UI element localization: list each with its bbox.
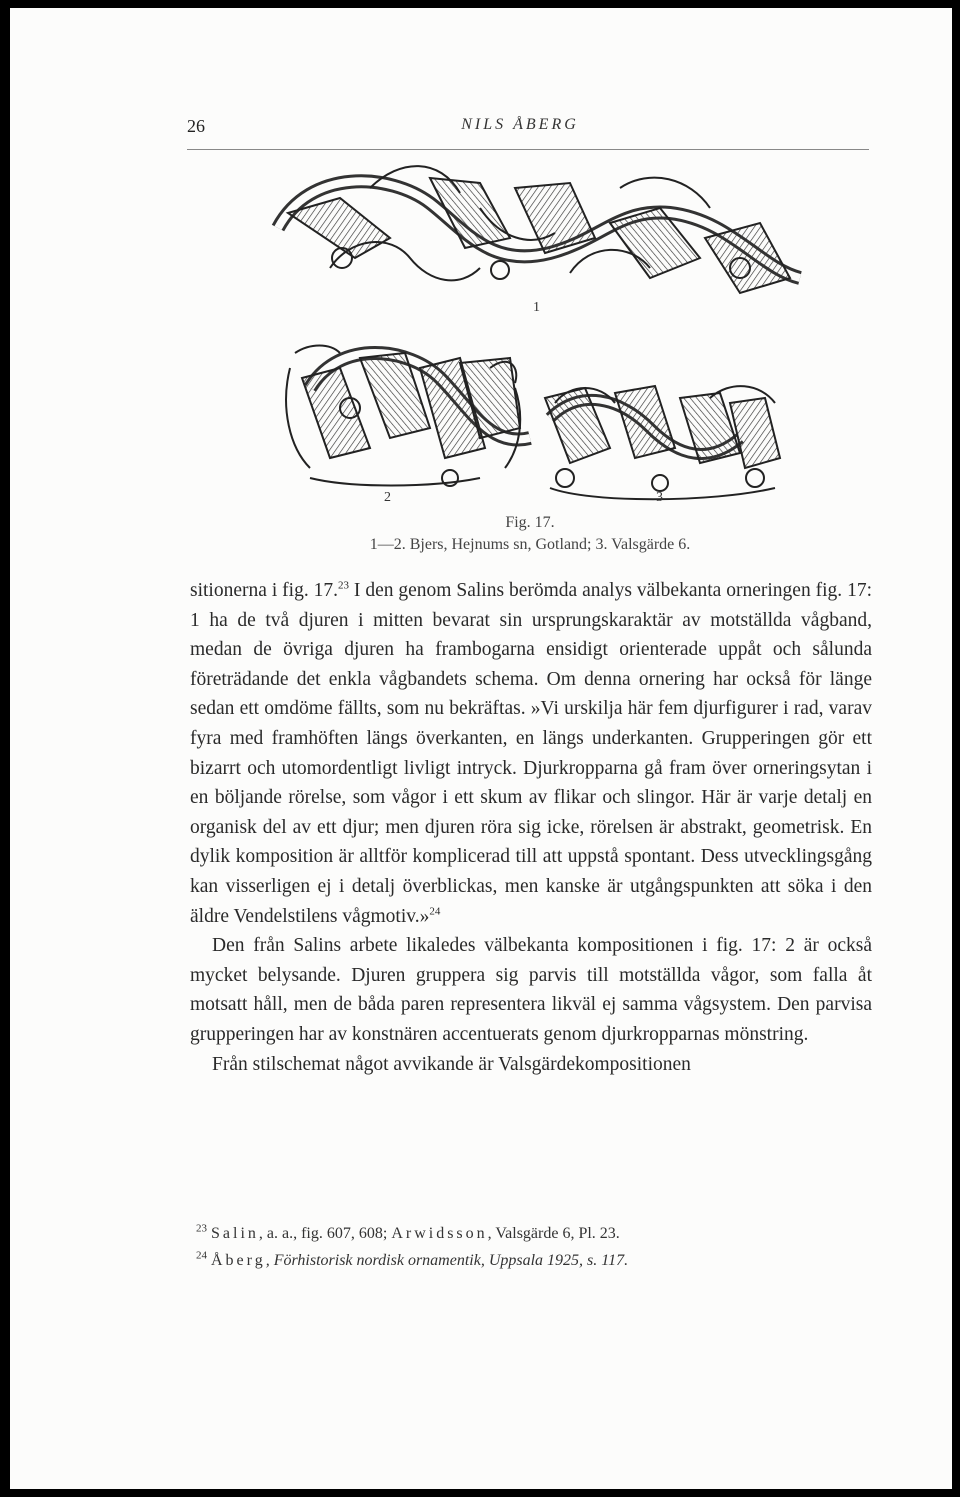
footnote-author: Salin [211,1225,259,1242]
paragraph-1-start: sitionerna i fig. 17. [190,580,338,601]
figure-17 [10,8,952,568]
footnote-number: 23 [196,1222,207,1235]
paragraph-2: Den från Salins arbete likaledes välbekanta kompositionen i fig. 17: 2 är också mycket belysande. Djuren gruppera sig parvis till motställda vågor, som falla åt motsatt håll, men de båda paren representera likväl ej samma vågsystem. Den parvisa grupperingen har av konstnären accentuerats genom djurkropparnas mönstring. [190,935,872,1045]
footnote-ref-24[interactable]: 24 [429,905,441,918]
figure-label-2: 2 [384,490,391,505]
figure-caption-text: 1—2. Bjers, Hejnums sn, Gotland; 3. Valsgärde 6. [369,536,691,553]
figure-caption [190,512,870,556]
figure-label-1: 1 [533,300,540,315]
footnote-author-2: Arwidsson [391,1225,488,1242]
paragraph-3: Från stilschemat något avvikande är Valsgärdekompositionen [212,1053,691,1075]
figure-caption-title: Fig. 17. [505,514,555,531]
body-text [190,576,872,1079]
footnote-text: , Förhistorisk nordisk ornamentik, Uppsala 1925, s. 117. [265,1252,629,1269]
figure-label-3: 3 [656,490,663,505]
footnote-author: Åberg [211,1252,266,1269]
footnote-ref-23[interactable]: 23 [337,579,349,592]
footnote-number: 24 [196,1249,207,1262]
footnotes [190,1220,872,1274]
footnote-text-2: , Valsgärde 6, Pl. 23. [487,1225,620,1242]
ornament-1 [278,166,800,293]
paragraph-1-text: I den genom Salins berömda analys välbekanta orneringen fig. 17: 1 ha de två djuren i mitten bevarat sin ursprungskaraktär av motställda vågband, medan de övriga djuren ha frambogarna ensidigt orienterade uppåt och sålunda företrädande det enkla vågbandets schema. Om denna ornering har också för länge sedan ett omdöme fällts, som nu bekräftas. »Vi urskilja här fem djurfigurer i rad, varav fyra med framhöften längs överkanten, en längs underkanten. Grupperingen gör ett bizarrt och utomordentligt livligt intryck. Djurkropparna gå fram över orneringsytan i en böljande rörelse, som vågor i ett skum av flikar och slingor. Här är varje detalj en organisk del av ett djur; men djuren röra sig icke, rörelsen är abstrakt, geometrisk. En dylik komposition är alltför komplicerad till att uppstå spontant. Dess utvecklingsgång kan visserligen ej i detalj överblickas, men kanske är utgångspunkten att söka i den äldre Vendelstilens vågmotiv.» [190,580,872,927]
ornament-2 [286,346,530,487]
footnote-text: , a. a., fig. 607, 608; [258,1225,392,1242]
book-page [10,8,952,1489]
footnote-24 [190,1247,872,1274]
running-head-author: NILS ÅBERG [461,116,579,133]
footnote-23 [190,1220,872,1247]
ornament-illustrations [10,8,952,508]
page-number: 26 [187,116,205,136]
ornament-3 [545,386,780,499]
paragraph-1 [190,576,872,931]
